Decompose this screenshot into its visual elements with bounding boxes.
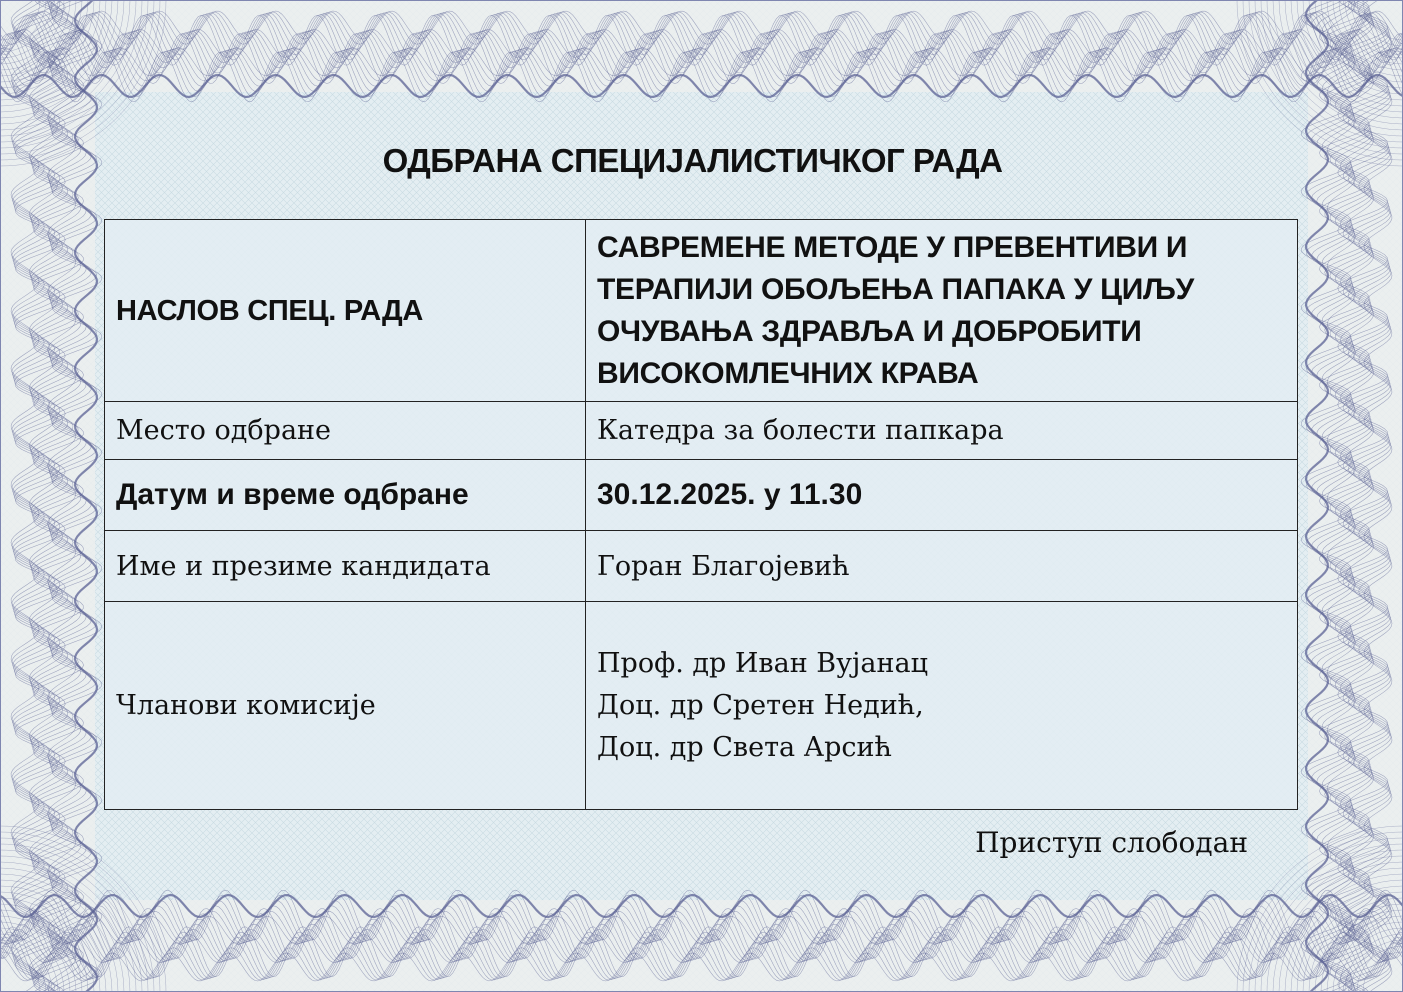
- committee-members: [586, 602, 1298, 810]
- defense-info-table: [104, 219, 1298, 810]
- datetime-label: Датум и време одбране: [105, 460, 586, 531]
- candidate-label: Име и презиме кандидата: [105, 531, 586, 602]
- table-row: [105, 220, 1298, 402]
- table-row: [105, 402, 1298, 460]
- candidate-value: Горан Благојевић: [586, 531, 1298, 602]
- committee-member: Проф. др Иван Вујанац: [597, 647, 928, 679]
- place-label: Место одбране: [105, 402, 586, 460]
- datetime-value: 30.12.2025. у 11.30: [586, 460, 1298, 531]
- committee-label: Чланови комисије: [105, 602, 586, 810]
- access-note: Приступ слободан: [975, 826, 1248, 859]
- table-row: [105, 460, 1298, 531]
- place-value: Катедра за болести папкара: [586, 402, 1298, 460]
- table-row: [105, 531, 1298, 602]
- committee-member: Доц. др Сретен Недић,: [597, 689, 924, 721]
- thesis-title-value: САВРЕМЕНЕ МЕТОДЕ У ПРЕВЕНТИВИ И ТЕРАПИЈИ ОБОЉЕЊА ПАПАКА У ЦИЉУ ОЧУВАЊА ЗДРАВЉА И ДОБРОБИТИ ВИСОКОМЛЕЧНИХ КРАВА: [586, 220, 1298, 402]
- committee-member: Доц. др Света Арсић: [597, 731, 892, 763]
- page-title: ОДБРАНА СПЕЦИЈАЛИСТИЧКОГ РАДА: [382, 142, 1003, 179]
- thesis-title-label: НАСЛОВ СПЕЦ. РАДА: [105, 220, 586, 402]
- table-row: [105, 602, 1298, 810]
